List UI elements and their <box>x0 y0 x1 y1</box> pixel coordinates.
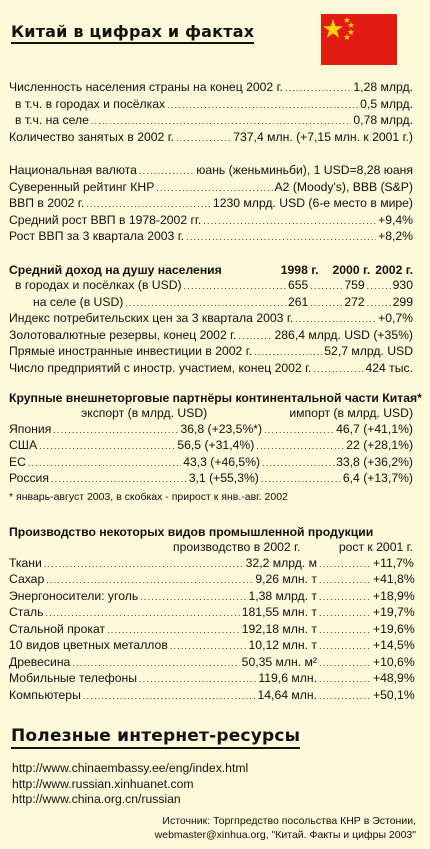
year-2002: 2002 г. <box>375 263 413 277</box>
trade-columns <box>9 406 413 422</box>
stat-row: Золотовалютные резервы, конец 2002 г. ..... 286,4 млрд. USD (+35%) <box>9 328 413 345</box>
production-row: Энергоносители: уголь ..... 1,38 млрд. т ..... +18,9% <box>9 589 413 606</box>
stat-row: в т.ч. в городах и посёлках ..... 0,5 млрд. <box>9 97 413 114</box>
production-block <box>9 524 413 704</box>
year-1998: 1998 г. <box>280 263 319 277</box>
production-row: 10 видов цветных металлов ..... 10,12 млн. т ..... +14,5% <box>9 638 413 655</box>
stat-row: Количество занятых в 2002 г. ..... 737,4 млн. (+7,15 млн. к 2001 г.) <box>9 130 413 147</box>
page-title: Китай в цифрах и фактах <box>11 22 254 44</box>
stat-row: Средний рост ВВП в 1978-2002 гг. ..... +9,4% <box>9 213 413 230</box>
trade-row: Россия ..... 3,1 (+55,3%) ..... 6,4 (+13,7%) <box>9 471 413 488</box>
production-row: Сталь ..... 181,55 млн. т ..... +19,7% <box>9 605 413 622</box>
stat-row: ВВП в 2002 г. ..... 1230 млрд. USD (6-е место в мире) <box>9 196 413 213</box>
production-row: Мобильные телефоны ..... 119,6 млн. ..... +48,9% <box>9 671 413 688</box>
production-row: Компьютеры ..... 14,64 млн. ..... +50,1% <box>9 688 413 705</box>
stat-row: Число предприятий с иностр. участием, конец 2002 г. ..... 424 тыс. <box>9 361 413 378</box>
export-column-header: экспорт (в млрд. USD) <box>81 406 208 420</box>
income-row: в городах и посёлках (в USD) ..... 655 ..... 759 ..... 930 <box>9 278 413 295</box>
resource-links <box>12 761 248 808</box>
trade-row: ЕС ..... 43,3 (+46,5%) ..... 33,8 (+36,2%) <box>9 455 413 472</box>
population-block <box>9 80 413 146</box>
trade-footnote: * январь-август 2003, в скобках - прирост к янв.-авг. 2002 <box>9 490 288 503</box>
stat-row: Прямые иностранные инвестиции в 2002 г. ..... 52,7 млрд. USD <box>9 344 413 361</box>
stat-row: Суверенный рейтинг КНР ..... A2 (Moody's), BBB (S&P) <box>9 180 413 197</box>
resource-link[interactable]: http://www.chinaembassy.ee/eng/index.html <box>12 761 249 775</box>
source-note: Источник: Торгпредство посольства КНР в Эстонии, webmaster@xinhua.org, "Китай. Факты и цифры 2003" <box>154 815 416 841</box>
resource-link[interactable]: http://www.china.org.cn/russian <box>12 792 181 806</box>
trade-block <box>9 390 422 504</box>
year-2000: 2000 г. <box>332 263 371 277</box>
production-row: Ткани ..... 32,2 млрд. м ..... +11,7% <box>9 556 413 573</box>
import-column-header: импорт (в млрд. USD) <box>289 406 413 420</box>
economy-block <box>9 163 413 246</box>
production-columns <box>9 540 413 556</box>
resource-link[interactable]: http://www.russian.xinhuanet.com <box>12 776 194 791</box>
production-column-header: производство в 2002 г. <box>173 540 301 554</box>
income-row: на селе (в USD) ..... 261 ..... 272 ..... 299 <box>9 295 413 312</box>
income-header: Средний доход на душу населения 1998 г. 2000 г. 2002 г. <box>9 263 413 277</box>
production-row: Древесина ..... 50,35 млн. м² ..... +10,6% <box>9 655 413 672</box>
resources-title: Полезные интернет-ресурсы <box>11 726 300 749</box>
trade-header: Крупные внешнеторговые партнёры континентальной части Китая* <box>9 391 422 405</box>
trade-row: США ..... 56,5 (+31,4%) ..... 22 (+28,1%) <box>9 438 413 455</box>
growth-column-header: рост к 2001 г. <box>338 540 413 554</box>
china-flag-icon <box>321 14 397 65</box>
trade-row: Япония ..... 36,8 (+23,5%*) ..... 46,7 (+41,1%) <box>9 422 413 439</box>
stat-row: Численность населения страны на конец 2002 г. ..... 1,28 млрд. <box>9 80 413 97</box>
production-row: Сахар ..... 9,26 млн. т ..... +41,8% <box>9 572 413 589</box>
stat-row: Индекс потребительских цен за 3 квартала 2003 г. ..... +0,7% <box>9 311 413 328</box>
production-header: Производство некоторых видов промышленной продукции <box>9 525 374 539</box>
stat-row: Рост ВВП за 3 квартала 2003 г. ..... +8,2% <box>9 229 413 246</box>
production-row: Стальной прокат ..... 192,18 млн. т ..... +19,6% <box>9 622 413 639</box>
stat-row: в т.ч. на селе ..... 0,78 млрд. <box>9 113 413 130</box>
stat-row: Национальная валюта ..... юань (женьминьби), 1 USD=8,28 юаня <box>9 163 413 180</box>
income-block <box>9 262 413 377</box>
